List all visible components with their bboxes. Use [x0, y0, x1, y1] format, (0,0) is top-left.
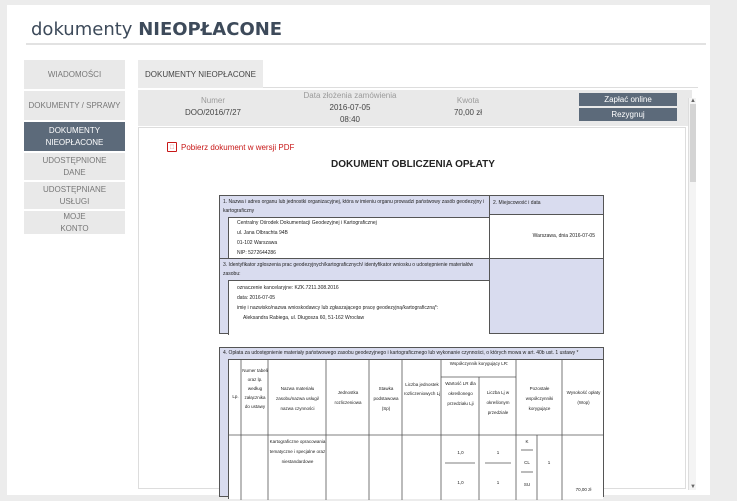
fee-table: Lp. Numer tabeli oraz lp. według załącznika do ustawy Nazwa materiału zasobu/nazwa usługi/ nazwa czynności Jednostka rozliczeniowa Stawka podstawowa (Sp) Liczba jednostek rozliczeniowych Lj Współczynnik korygujący LR: Wartość LR dla określonego przedziału Lji Liczba Lj w określonym przedziale Pozostałe współczynniki korygujące Wysokość opłaty (Wop) Kartograficzne opracowania tematyczne i specjalne oraz niestandardowe 1,0 1 1,0 1 K CL SU 1 70,00 zł	[228, 359, 603, 499]
pdf-download-link[interactable]: ⬚ Pobierz dokument w wersji PDF	[167, 142, 294, 152]
section-1: 1. Nazwa i adres organu lub jednostki organizacyjnej, która w imieniu organu prowadzi państwowy zasób geodezyjny i kartograficzny Centralny Ośrodek Dokumentacji Geodezyjnej i Kartograficznej ul. Jana Olbrachta 94B 01-102 Warszawa NIP: 5272644286	[219, 195, 490, 259]
pay-online-button[interactable]: Zapłać online	[579, 93, 677, 106]
sidebar-item-dokumenty-sprawy[interactable]: DOKUMENTY / SPRAWY	[24, 91, 125, 122]
sidebar-item-wiadomosci[interactable]: WIADOMOŚCI	[24, 60, 125, 91]
document-scrollbar[interactable]	[688, 98, 696, 490]
pdf-icon: ⬚	[167, 142, 177, 152]
section-2-body: Warszawa, dnia 2016-07-05	[490, 214, 603, 258]
scroll-down-icon[interactable]: ▼	[690, 484, 696, 490]
scroll-thumb[interactable]	[690, 104, 696, 182]
section-1-body: Centralny Ośrodek Dokumentacji Geodezyjnej i Kartograficznej ul. Jana Olbrachta 94B 01-102 Warszawa NIP: 5272644286	[228, 217, 490, 260]
sidebar-item-moje-konto[interactable]: MOJE KONTO	[24, 211, 125, 236]
page-title: dokumenty NIEOPŁACONE	[31, 19, 283, 40]
section-3: 3. Identyfikator zgłoszenia prac geodezyjnych/kartograficznych/ identyfikator wniosku o udostępnienie materiałów zasobu: oznaczenie kancelaryjne: KZK.7211.308.2016 data: 2016-07-05 imię i nazwisko/nazwa wnioskodawcy lub zgłaszającego pracę geodezyjną/kartograficzną*: Aleksandra Rabiega, ul. Długosza 60, 51-162 Wrocław	[219, 258, 490, 334]
sidebar	[24, 60, 125, 236]
row-1-name: Kartograficzne opracowania tematyczne i specjalne oraz niestandardowe	[269, 439, 326, 464]
title-divider	[26, 43, 706, 45]
sidebar-item-dokumenty-nieoplacone[interactable]: DOKUMENTY NIEOPŁACONE	[24, 122, 125, 153]
scroll-up-icon[interactable]: ▲	[690, 98, 696, 104]
tab-bar	[138, 60, 698, 88]
document-title: DOKUMENT OBLICZENIA OPŁATY	[331, 159, 495, 170]
info-date: Data złożenia zamówienia 2016-07-05 08:40	[303, 91, 397, 124]
section-3-side	[489, 258, 604, 334]
section-3-body: oznaczenie kancelaryjne: KZK.7211.308.2016 data: 2016-07-05 imię i nazwisko/nazwa wnioskodawcy lub zgłaszającego pracę geodezyjną/kartograficzną*: Aleksandra Rabiega, ul. Długosza 60, 51-162 Wrocław	[228, 280, 490, 335]
sidebar-item-udostepnione-dane[interactable]: UDOSTĘPNIONE DANE	[24, 153, 125, 182]
info-amount: Kwota 70,00 zł	[453, 96, 483, 117]
sidebar-item-udostepniane-uslugi[interactable]: UDOSTĘPNIANE USŁUGI	[24, 182, 125, 211]
section-4: 4. Opłata za udostępnienie materiały państwowego zasobu geodezyjnego i kartograficznego lub wykonanie czynności, o których mowa w art. 40b ust. 1 ustawy * Lp. Numer tabeli oraz lp. według załącznika do ustawy Nazwa materiału zasobu/nazwa usługi/ nazwa czynności Jednostka rozliczeniowa Stawka podstawowa (Sp) Liczba jednostek rozliczeniowych Lj Współczynnik korygujący LR: Wartość LR dla określonego przedziału Lji Liczba Lj w określonym przedziale Pozostałe współczynniki korygujące Wysokość opłaty (Wop) Kartograficzne opracowania tematyczne i specjalne oraz niestandardowe 1,0 1 1,0 1 K CL SU 1 70,00 zł	[219, 347, 604, 497]
section-2: 2. Miejscowość i data Warszawa, dnia 2016-07-05	[489, 195, 604, 259]
tab-dokumenty-nieoplacone[interactable]: DOKUMENTY NIEOPŁACONE	[138, 60, 263, 88]
info-number: Numer DOO/2016/7/27	[184, 96, 242, 117]
document-viewer[interactable]	[138, 127, 686, 492]
resign-button[interactable]: Rezygnuj	[579, 108, 677, 121]
page-container	[7, 5, 710, 495]
